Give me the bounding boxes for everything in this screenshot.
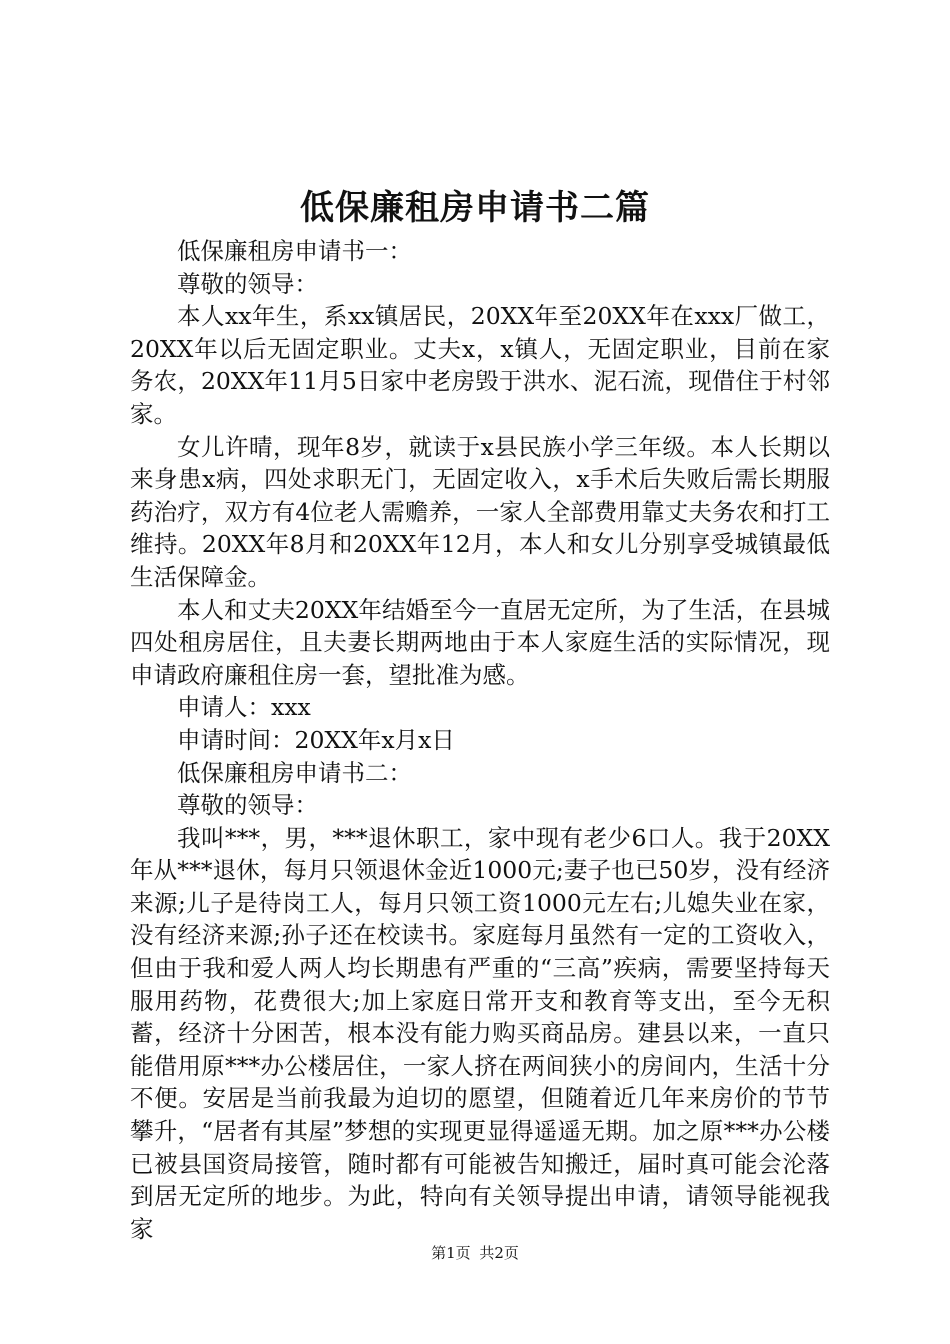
applicant-line: 申请人：xxx <box>177 693 311 722</box>
section-heading-1: 低保廉租房申请书一： <box>177 237 412 265</box>
page-total: 共2页 <box>479 1244 519 1262</box>
application-date-line: 申请时间：20XX年x月x日 <box>177 725 455 754</box>
body-paragraph: 女儿许晴，现年8岁，就读于x县民族小学三年级。本人长期以来身患x病，四处求职无门，无固定收入，x手术后失败后需长期服药治疗，双方有4位老人需赡养，一家人全部费用靠丈夫务农和打工维持。20XX年8月和20XX年12月，本人和女儿分别享受城镇最低生活保障金。 <box>130 432 830 591</box>
body-paragraph: 本人xx年生，系xx镇居民，20XX年至20XX年在xxx厂做工，20XX年以后无固定职业。丈夫x，x镇人，无固定职业，目前在家务农，20XX年11月5日家中老房毁于洪水、泥石流，现借住于村邻家。 <box>130 302 830 428</box>
section-heading-2: 低保廉租房申请书二： <box>177 758 412 787</box>
document-body <box>130 235 830 1245</box>
body-paragraph: 我叫***，男，***退休职工，家中现有老少6口人。我于20XX年从***退休，每月只领退休金近1000元;妻子也已50岁，没有经济来源;儿子是待岗工人，每月只领工资1000元左右;儿媳失业在家，没有经济来源;孙子还在校读书。家庭每月虽然有一定的工资收入，但由于我和爱人两人均长期患有严重的“三高”疾病，需要坚持每天服用药物，花费很大;加上家庭日常开支和教育等支出，至今无积蓄，经济十分困苦，根本没有能力购买商品房。建县以来，一直只能借用原***办公楼居住，一家人挤在两间狭小的房间内，生活十分不便。安居是当前我最为迫切的愿望，但随着近几年来房价的节节攀升，“居者有其屋”梦想的实现更显得遥遥无期。加之原***办公楼已被县国资局接管，随时都有可能被告知搬迁，届时真可能会沦落到居无定所的地步。为此，特向有关领导提出申请，请领导能视我家 <box>130 823 830 1243</box>
salutation-2: 尊敬的领导： <box>177 791 318 820</box>
salutation-1: 尊敬的领导： <box>177 269 318 298</box>
body-paragraph: 本人和丈夫20XX年结婚至今一直居无定所，为了生活，在县城四处租房居住，且夫妻长期两地由于本人家庭生活的实际情况，现申请政府廉租住房一套，望批准为感。 <box>130 595 830 689</box>
document-title: 低保廉租房申请书二篇 <box>300 188 650 228</box>
page-number: 第1页 <box>431 1244 471 1262</box>
page-footer <box>0 1242 950 1264</box>
